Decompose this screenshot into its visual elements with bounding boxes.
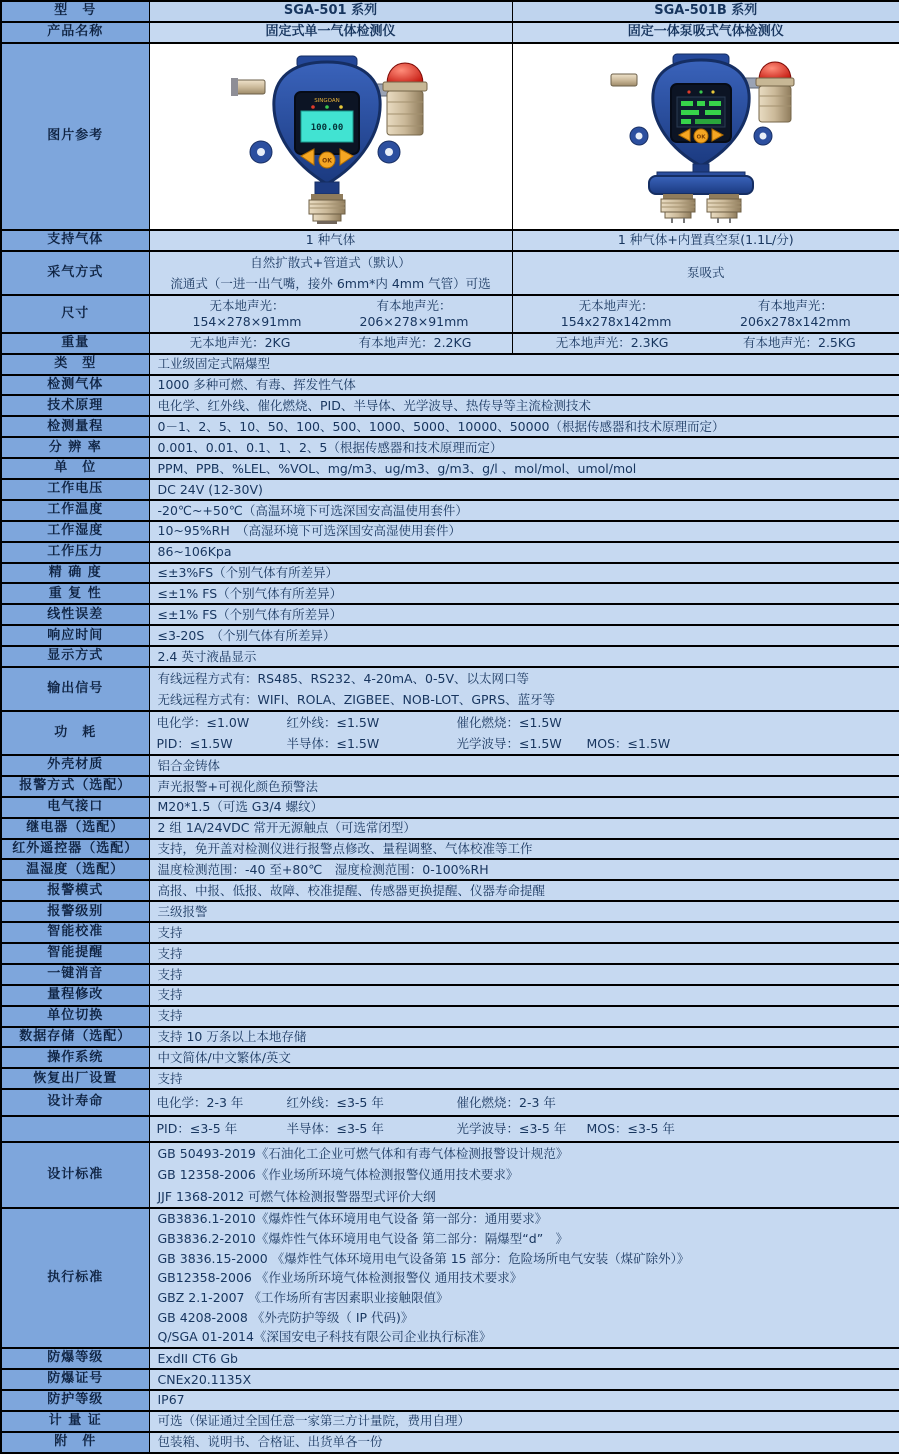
temphum-label: 温湿度（选配） xyxy=(1,859,149,880)
gases-value-2: 1 种气体+内置真空泵(1.1L/分) xyxy=(512,230,899,251)
range-mod-label: 量程修改 xyxy=(1,985,149,1006)
smart-remind-value: 支持 xyxy=(149,943,899,964)
detect-value: 1000 多种可燃、有毒、挥发性气体 xyxy=(149,375,899,396)
output-value: 有线远程方式有：RS485、RS232、4-20mA、0-5V、以太网口等 无线远程方式有：WIFI、ROLA、ZIGBEE、NOB-LOT、GPRS、蓝牙等 xyxy=(149,667,899,711)
svg-text:OK: OK xyxy=(696,134,706,141)
row-electrical xyxy=(1,797,899,818)
response-value: ≤3-20S （个别气体有所差异） xyxy=(149,625,899,646)
row-reset xyxy=(1,1068,899,1089)
device1-image-cell xyxy=(149,43,512,230)
row-image xyxy=(1,43,899,230)
weight-value-2: 无本地声光：2.3KG 有本地声光：2.5KG xyxy=(512,333,899,354)
row-size xyxy=(1,295,899,333)
row-relay xyxy=(1,818,899,839)
alarm-beacon-base xyxy=(387,91,423,135)
output-label: 输出信号 xyxy=(1,667,149,711)
type-label: 类 型 xyxy=(1,354,149,375)
display-value: 2.4 英寸液晶显示 xyxy=(149,646,899,667)
row-voltage xyxy=(1,479,899,500)
gases-value-1: 1 种气体 xyxy=(149,230,512,251)
exproof-value: ExdII CT6 Gb xyxy=(149,1348,899,1369)
ip-label: 防护等级 xyxy=(1,1390,149,1411)
accuracy-value: ≤±3%FS（个别气体有所差异） xyxy=(149,563,899,584)
row-range-mod xyxy=(1,985,899,1006)
range-label: 检测量程 xyxy=(1,416,149,437)
alarm-level-label: 报警级别 xyxy=(1,901,149,922)
metrology-label: 计 量 证 xyxy=(1,1411,149,1432)
unit-switch-label: 单位切换 xyxy=(1,1006,149,1027)
exec-std-label: 执行标准 xyxy=(1,1208,149,1348)
voltage-label: 工作电压 xyxy=(1,479,149,500)
row-temp xyxy=(1,500,899,521)
linearity-value: ≤±1% FS（个别气体有所差异） xyxy=(149,604,899,625)
product-name-2: 固定一体泵吸式气体检测仪 xyxy=(512,22,899,43)
row-life-1 xyxy=(1,1089,899,1115)
os-value: 中文简体/中文繁体/英文 xyxy=(149,1047,899,1068)
product-name-1: 固定式单一气体检测仪 xyxy=(149,22,512,43)
metrology-value: 可选（保证通过全国任意一家第三方计量院，费用自理） xyxy=(149,1411,899,1432)
row-power xyxy=(1,711,899,755)
excert-label: 防爆证号 xyxy=(1,1369,149,1390)
principle-label: 技术原理 xyxy=(1,395,149,416)
temp-value: -20℃~+50℃（高温环境下可选深国安高温使用套件） xyxy=(149,500,899,521)
brand-text: SINGOAN xyxy=(313,98,340,105)
gas-sensor-head-a xyxy=(661,194,695,223)
row-design-std xyxy=(1,1142,899,1208)
linearity-label: 线性误差 xyxy=(1,604,149,625)
unit-label: 单 位 xyxy=(1,458,149,479)
row-os xyxy=(1,1047,899,1068)
model-series-2: SGA-501B 系列 xyxy=(512,1,899,22)
repeatability-label: 重 复 性 xyxy=(1,583,149,604)
size-label: 尺寸 xyxy=(1,295,149,333)
device2-image xyxy=(601,44,811,224)
life-label-empty xyxy=(1,1116,149,1142)
product-label: 产品名称 xyxy=(1,22,149,43)
row-output xyxy=(1,667,899,711)
row-model xyxy=(1,1,899,22)
row-repeatability xyxy=(1,583,899,604)
reset-label: 恢复出厂设置 xyxy=(1,1068,149,1089)
alarm-level-value: 三级报警 xyxy=(149,901,899,922)
sampling-value-1: 自然扩散式+管道式（默认） 流通式（一进一出气嘴，接外 6mm*内 4mm 气管）可选 xyxy=(149,251,512,295)
remote-value: 支持，免开盖对检测仪进行报警点修改、量程调整、气体校准等工作 xyxy=(149,839,899,860)
humidity-value: 10~95%RH （高湿环境下可选深国安高湿使用套件） xyxy=(149,521,899,542)
row-type xyxy=(1,354,899,375)
response-label: 响应时间 xyxy=(1,625,149,646)
row-smart-cal xyxy=(1,922,899,943)
smart-remind-label: 智能提醒 xyxy=(1,943,149,964)
row-detect xyxy=(1,375,899,396)
design-std-value: GB 50493-2019《石油化工企业可燃气体和有毒气体检测报警设计规范》 GB 12358-2006《作业场所环境气体检测报警仪通用技术要求》 JJF 1368-2012 可燃气体检测报警器型式评价大纲 xyxy=(149,1142,899,1208)
unit-value: PPM、PPB、%LEL、%VOL、mg/m3、ug/m3、g/m3、g/l 、mol/mol、umol/mol xyxy=(149,458,899,479)
svg-text:OK: OK xyxy=(321,157,332,165)
row-storage xyxy=(1,1027,899,1048)
row-response xyxy=(1,625,899,646)
temp-label: 工作温度 xyxy=(1,500,149,521)
row-humidity xyxy=(1,521,899,542)
design-std-label: 设计标准 xyxy=(1,1142,149,1208)
detect-label: 检测气体 xyxy=(1,375,149,396)
row-alarm-mode xyxy=(1,880,899,901)
device1-image xyxy=(231,44,431,224)
gas-sensor-head xyxy=(309,200,345,214)
row-unit xyxy=(1,458,899,479)
row-accessories xyxy=(1,1432,899,1453)
resolution-value: 0.001、0.01、0.1、1、2、5（根据传感器和技术原理而定） xyxy=(149,437,899,458)
alarm-method-label: 报警方式（选配） xyxy=(1,776,149,797)
storage-label: 数据存储（选配） xyxy=(1,1027,149,1048)
voltage-value: DC 24V (12-30V) xyxy=(149,479,899,500)
row-mute xyxy=(1,964,899,985)
row-resolution xyxy=(1,437,899,458)
range-value: 0－1、2、5、10、50、100、500、1000、5000、10000、50000（根据传感器和技术原理而定） xyxy=(149,416,899,437)
shell-label: 外壳材质 xyxy=(1,755,149,776)
excert-value: CNEx20.1135X xyxy=(149,1369,899,1390)
repeatability-value: ≤±1% FS（个别气体有所差异） xyxy=(149,583,899,604)
alarm-mode-value: 高报、中报、低报、故障、校准提醒、传感器更换提醒、仪器寿命提醒 xyxy=(149,880,899,901)
exec-std-value: GB3836.1-2010《爆炸性气体环境用电气设备 第一部分：通用要求》 GB3836.2-2010《爆炸性气体环境用电气设备 第二部分：隔爆型“d” 》 GB 3836.15-2000 《爆炸性气体环境用电气设备第 15 部分：危险场所电气安装（煤矿除外）》 GB12358-2006 《作业场所环境气体检测报警仪 通用技术要求》 GBZ 2.1-2007 《工作场所有害因素职业接触限值》 GB 4208-2008 《外壳防护等级（ IP 代码)》 Q/SGA 01-2014《深国安电子科技有限公司企业执行标准》 xyxy=(149,1208,899,1348)
row-ip xyxy=(1,1390,899,1411)
row-temphum xyxy=(1,859,899,880)
pump-base xyxy=(649,176,753,194)
mute-label: 一键消音 xyxy=(1,964,149,985)
power-value: 电化学：≤1.0W 红外线：≤1.5W 催化燃烧：≤1.5W PID：≤1.5W 半导体：≤1.5W 光学波导：≤1.5W MOS：≤1.5W xyxy=(149,711,899,755)
row-exec-std xyxy=(1,1208,899,1348)
alarm-beacon-base-2 xyxy=(759,86,791,122)
unit-switch-value: 支持 xyxy=(149,1006,899,1027)
row-range xyxy=(1,416,899,437)
size-value-2: 无本地声光：154x278x142mm 有本地声光：206x278x142mm xyxy=(512,295,899,333)
model-label: 型 号 xyxy=(1,1,149,22)
row-sampling xyxy=(1,251,899,295)
weight-value-1: 无本地声光：2KG 有本地声光：2.2KG xyxy=(149,333,512,354)
alarm-beacon-dome xyxy=(387,63,423,84)
row-life-2 xyxy=(1,1116,899,1142)
image-label: 图片参考 xyxy=(1,43,149,230)
relay-value: 2 组 1A/24VDC 常开无源触点（可选常闭型） xyxy=(149,818,899,839)
life-value-1: 电化学：2-3 年 红外线：≤3-5 年 催化燃烧：2-3 年 xyxy=(149,1089,899,1115)
storage-value: 支持 10 万条以上本地存储 xyxy=(149,1027,899,1048)
accessories-value: 包装箱、说明书、合格证、出货单各一份 xyxy=(149,1432,899,1453)
alarm-mode-label: 报警模式 xyxy=(1,880,149,901)
power-label: 功 耗 xyxy=(1,711,149,755)
sampling-value-2: 泵吸式 xyxy=(512,251,899,295)
row-shell xyxy=(1,755,899,776)
reset-value: 支持 xyxy=(149,1068,899,1089)
row-pressure xyxy=(1,542,899,563)
conduit-left xyxy=(235,80,265,94)
pressure-value: 86~106Kpa xyxy=(149,542,899,563)
row-exproof xyxy=(1,1348,899,1369)
principle-value: 电化学、红外线、催化燃烧、PID、半导体、光学波导、热传导等主流检测技术 xyxy=(149,395,899,416)
smart-cal-label: 智能校准 xyxy=(1,922,149,943)
row-alarm-level xyxy=(1,901,899,922)
life-value-2: PID：≤3-5 年 半导体：≤3-5 年 光学波导：≤3-5 年 MOS：≤3-5 年 xyxy=(149,1116,899,1142)
lcd-reading: 100.00 xyxy=(310,123,343,134)
ip-value: IP67 xyxy=(149,1390,899,1411)
conduit-left-2 xyxy=(611,74,637,86)
electrical-value: M20*1.5（可选 G3/4 螺纹） xyxy=(149,797,899,818)
smart-cal-value: 支持 xyxy=(149,922,899,943)
row-accuracy xyxy=(1,563,899,584)
temphum-value: 温度检测范围：-40 至+80℃ 湿度检测范围：0-100%RH xyxy=(149,859,899,880)
row-weight xyxy=(1,333,899,354)
accessories-label: 附 件 xyxy=(1,1432,149,1453)
model-series-1: SGA-501 系列 xyxy=(149,1,512,22)
life-label: 设计寿命 xyxy=(1,1089,149,1115)
row-alarm-method xyxy=(1,776,899,797)
size-value-1: 无本地声光：154×278×91mm 有本地声光：206×278×91mm xyxy=(149,295,512,333)
remote-label: 红外遥控器（选配） xyxy=(1,839,149,860)
row-gases xyxy=(1,230,899,251)
gas-sensor-head-b xyxy=(707,194,741,223)
row-linearity xyxy=(1,604,899,625)
mute-value: 支持 xyxy=(149,964,899,985)
sampling-label: 采气方式 xyxy=(1,251,149,295)
display-label: 显示方式 xyxy=(1,646,149,667)
device2-image-cell xyxy=(512,43,899,230)
pressure-label: 工作压力 xyxy=(1,542,149,563)
os-label: 操作系统 xyxy=(1,1047,149,1068)
alarm-method-value: 声光报警+可视化颜色预警法 xyxy=(149,776,899,797)
exproof-label: 防爆等级 xyxy=(1,1348,149,1369)
row-principle xyxy=(1,395,899,416)
gases-label: 支持气体 xyxy=(1,230,149,251)
weight-label: 重量 xyxy=(1,333,149,354)
accuracy-label: 精 确 度 xyxy=(1,563,149,584)
humidity-label: 工作湿度 xyxy=(1,521,149,542)
row-unit-switch xyxy=(1,1006,899,1027)
row-smart-remind xyxy=(1,943,899,964)
range-mod-value: 支持 xyxy=(149,985,899,1006)
row-product-name xyxy=(1,22,899,43)
electrical-label: 电气接口 xyxy=(1,797,149,818)
row-remote xyxy=(1,839,899,860)
type-value: 工业级固定式隔爆型 xyxy=(149,354,899,375)
row-metrology xyxy=(1,1411,899,1432)
alarm-beacon-dome-2 xyxy=(759,62,791,80)
row-display xyxy=(1,646,899,667)
row-excert xyxy=(1,1369,899,1390)
relay-label: 继电器（选配） xyxy=(1,818,149,839)
resolution-label: 分 辨 率 xyxy=(1,437,149,458)
shell-value: 铝合金铸体 xyxy=(149,755,899,776)
